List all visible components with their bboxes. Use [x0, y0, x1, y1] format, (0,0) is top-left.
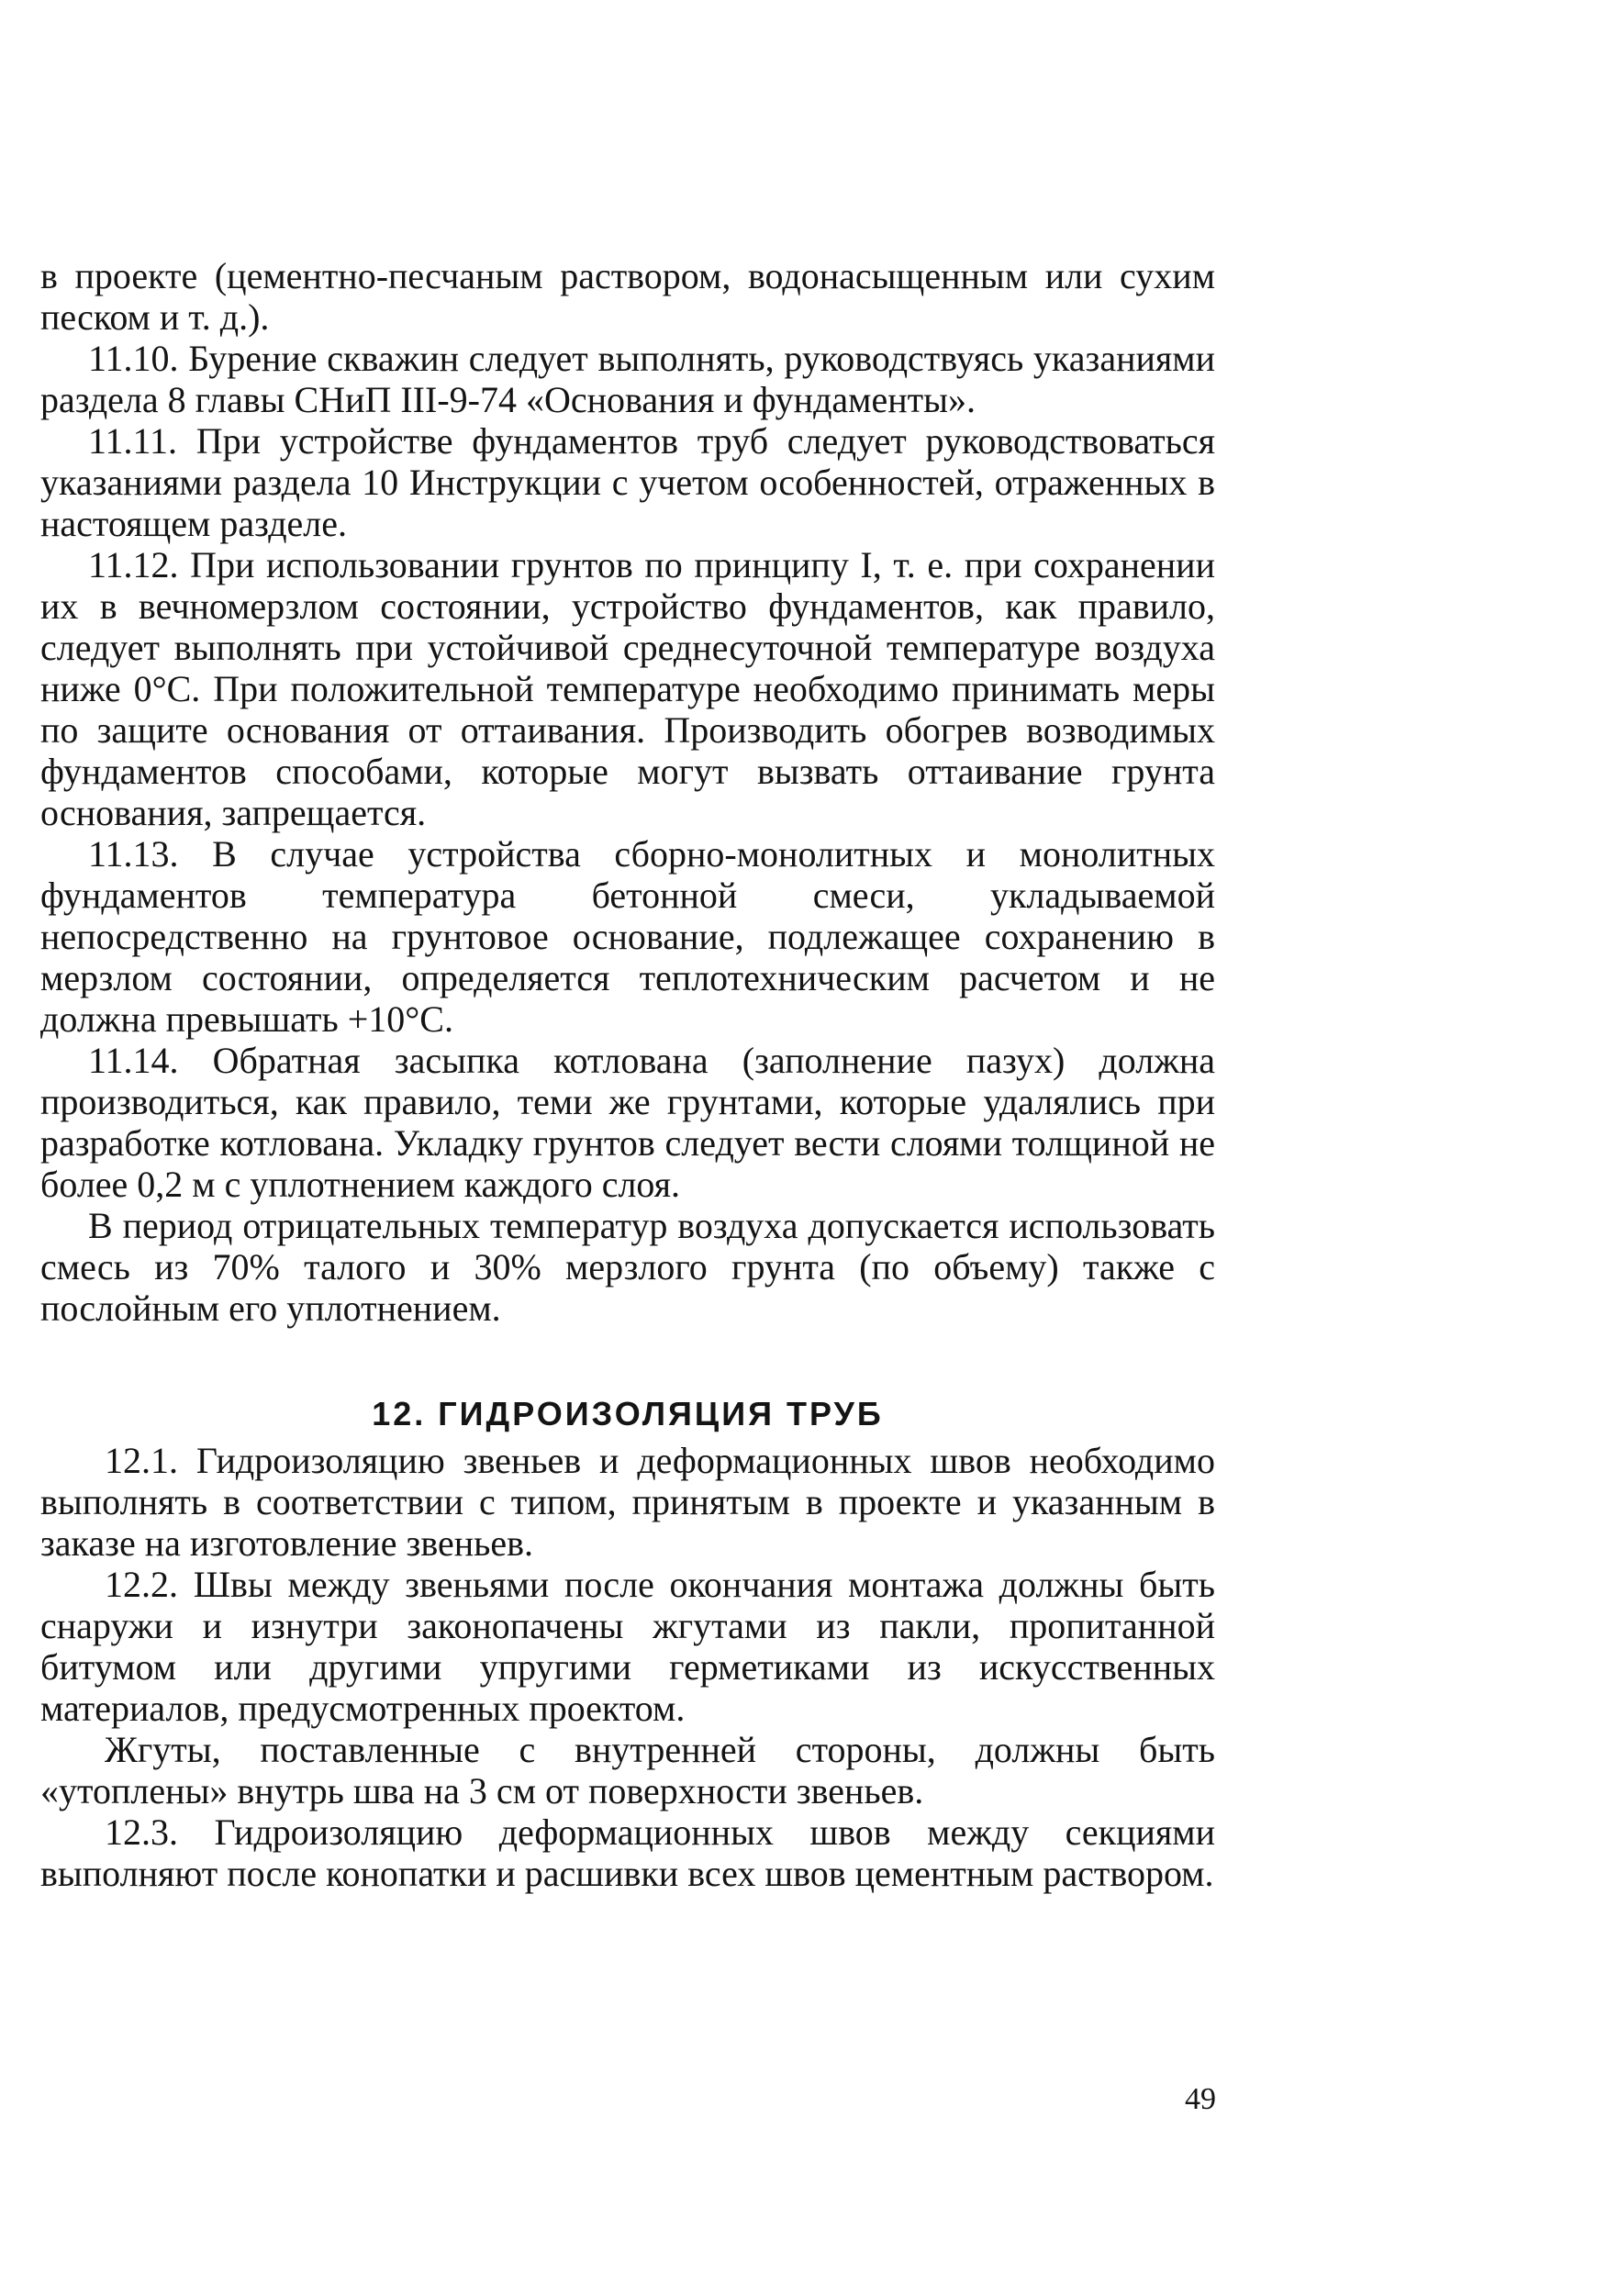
- paragraph-12-3: 12.3. Гидроизоляцию деформационных швов между секциями выполняют после конопатки и расшивки всех швов цементным раствором.: [40, 1811, 1215, 1894]
- paragraph-11-10: 11.10. Бурение скважин следует выполнять, руководствуясь указаниями раздела 8 главы СНиП III-9-74 «Основания и фундаменты».: [40, 338, 1215, 420]
- page-number: 49: [1185, 2082, 1216, 2116]
- paragraph-11-11: 11.11. При устройстве фундаментов труб следует руководствоваться указаниями раздела 10 Инструкции с учетом особенностей, отраженных в настоящем разделе.: [40, 420, 1215, 544]
- paragraph-12-1: 12.1. Гидроизоляцию звеньев и деформационных швов необходимо выполнять в соответствии с типом, принятым в проекте и указанным в заказе на изготовление звеньев.: [40, 1440, 1215, 1564]
- paragraph-12-2: 12.2. Швы между звеньями после окончания монтажа должны быть снаружи и изнутри законопачены жгутами из пакли, пропитанной битумом или другими упругими герметиками из искусственных материалов, предусмотренных проектом.: [40, 1564, 1215, 1729]
- paragraph-negative-temperatures: В период отрицательных температур воздуха допускается использовать смесь из 70% талого и 30% мерзлого грунта (по объему) также с послойным его уплотнением.: [40, 1205, 1215, 1329]
- section-title: 12. ГИДРОИЗОЛЯЦИЯ ТРУБ: [372, 1395, 884, 1432]
- paragraph-bundles: Жгуты, поставленные с внутренней стороны, должны быть «утоплены» внутрь шва на 3 см от поверхности звеньев.: [40, 1729, 1215, 1811]
- paragraph-11-13: 11.13. В случае устройства сборно-монолитных и монолитных фундаментов температура бетонной смеси, укладываемой непосредственно на грунтовое основание, подлежащее сохранению в мерзлом состоянии, определяется теплотехническим расчетом и не должна превышать +10°С.: [40, 833, 1215, 1040]
- paragraph-11-14: 11.14. Обратная засыпка котлована (заполнение пазух) должна производиться, как правило, теми же грунтами, которые удалялись при разработке котлована. Укладку грунтов следует вести слоями толщиной не более 0,2 м с уплотнением каждого слоя.: [40, 1040, 1215, 1205]
- paragraph-continuation: в проекте (цементно-песчаным раствором, водонасыщенным или сухим песком и т. д.).: [40, 255, 1215, 338]
- paragraph-11-12: 11.12. При использовании грунтов по принципу I, т. е. при сохранении их в вечномерзлом состоянии, устройство фундаментов, как правило, следует выполнять при устойчивой среднесуточной температуре воздуха ниже 0°С. При положительной температуре необходимо принимать меры по защите основания от оттаивания. Производить обогрев возводимых фундаментов способами, которые могут вызвать оттаивание грунта основания, запрещается.: [40, 544, 1215, 833]
- page-body: [40, 255, 1215, 1894]
